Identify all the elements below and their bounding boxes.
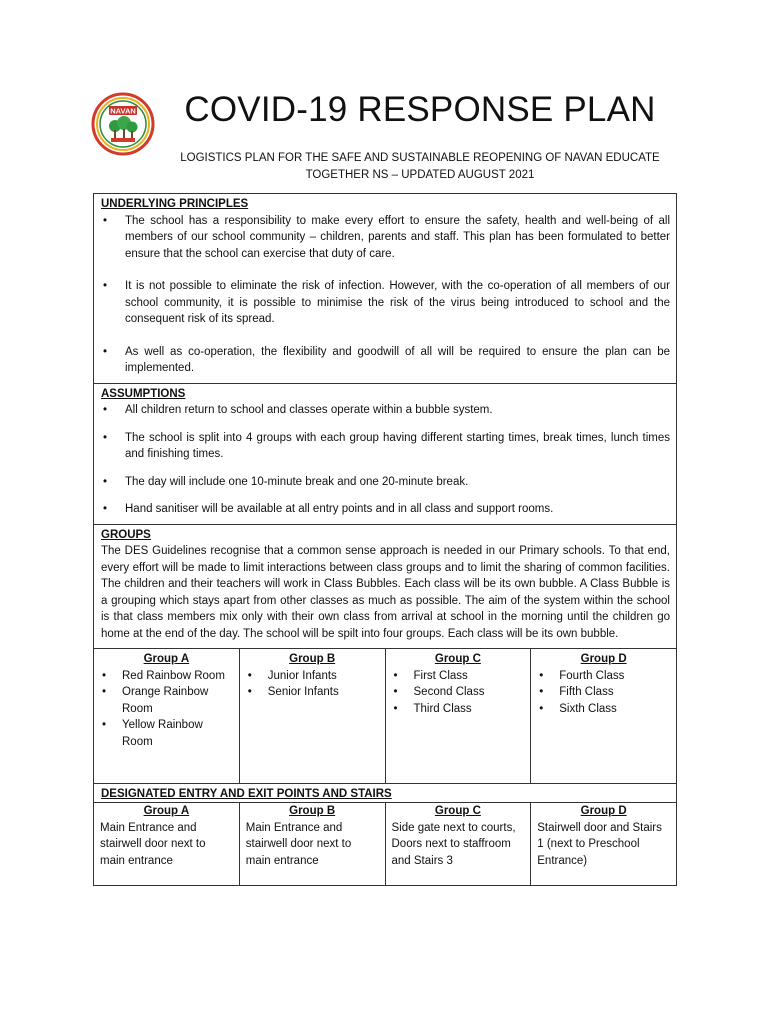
school-logo [91, 92, 155, 156]
entry-column [531, 803, 676, 885]
principle-item: • It is not possible to eliminate the risk of infection. However, with the co-operation of all members of our school community, it is possible to minimise the risk of the virus being introduced to school and the consequent risk of its spread. [101, 278, 670, 328]
group-column [386, 649, 532, 783]
entry-text: Main Entrance and stairwell door next to main entrance [245, 821, 352, 867]
entry-column [386, 803, 532, 885]
entry-group-name: Group C [434, 805, 481, 817]
entry-section [94, 784, 676, 803]
groups-heading: GROUPS [101, 528, 151, 541]
entry-group-name: Group A [143, 805, 190, 817]
subtitle-line-2: TOGETHER NS – UPDATED AUGUST 2021 [305, 169, 535, 181]
entry-group-name: Group B [289, 805, 336, 817]
assumptions-heading: ASSUMPTIONS [101, 387, 186, 400]
principle-item: • The school has a responsibility to make every effort to ensure the safety, health and well-being of all members of our school community – children, parents and staff. This plan has been formulated to better ensure that the school can exercise that duty of care. [101, 213, 670, 263]
assumptions-section [94, 384, 676, 525]
logo-text: NAVAN [110, 106, 136, 116]
groups-grid [94, 649, 676, 784]
entry-column [240, 803, 386, 885]
group-class-item: • Fifth Class [537, 684, 670, 701]
group-class-item: • Sixth Class [537, 701, 670, 718]
entry-text: Main Entrance and stairwell door next to main entrance [100, 821, 206, 867]
group-class-item: • Fourth Class [537, 668, 670, 685]
entry-column [94, 803, 240, 885]
group-name: Group D [580, 653, 627, 665]
subtitle-line-1: LOGISTICS PLAN FOR THE SAFE AND SUSTAINABLE REOPENING OF NAVAN EDUCATE [180, 152, 660, 164]
page-subtitle [160, 150, 680, 184]
plan-table [93, 193, 677, 886]
assumption-item: • The school is split into 4 groups with each group having different starting times, break times, lunch times and finishing times. [101, 430, 670, 463]
group-class-item: • Third Class [392, 701, 525, 718]
group-class-item: • Junior Infants [246, 668, 379, 685]
group-name: Group A [143, 653, 190, 665]
group-class-item: • Second Class [392, 684, 525, 701]
group-name: Group B [289, 653, 336, 665]
principle-item: • As well as co-operation, the flexibility and goodwill of all will be required to ensure the plan can be implemented. [101, 344, 670, 377]
principles-section [94, 194, 676, 384]
principles-heading: UNDERLYING PRINCIPLES [101, 198, 249, 210]
group-class-item: • Red Rainbow Room [100, 668, 233, 685]
group-class-item: • Orange Rainbow Room [100, 684, 233, 717]
group-class-item: • First Class [392, 668, 525, 685]
entry-text: Stairwell door and Stairs 1 (next to Preschool Entrance) [537, 821, 662, 867]
group-class-item: • Senior Infants [246, 684, 379, 701]
assumption-item: • All children return to school and classes operate within a bubble system. [101, 402, 670, 419]
entry-grid [94, 803, 676, 885]
group-column [94, 649, 240, 783]
group-column [240, 649, 386, 783]
group-class-item: • Yellow Rainbow Room [100, 717, 233, 750]
groups-section [94, 525, 676, 650]
group-column [531, 649, 676, 783]
assumption-item: • The day will include one 10-minute break and one 20-minute break. [101, 474, 670, 491]
group-name: Group C [434, 653, 481, 665]
assumption-item: • Hand sanitiser will be available at all entry points and in all class and support rooms. [101, 501, 670, 518]
entry-text: Side gate next to courts, Doors next to staffroom and Stairs 3 [391, 821, 516, 867]
entry-group-name: Group D [580, 805, 627, 817]
entry-heading: DESIGNATED ENTRY AND EXIT POINTS AND STAIRS [101, 788, 392, 800]
page-title: COVID-19 RESPONSE PLAN [184, 90, 656, 129]
groups-paragraph: The DES Guidelines recognise that a common sense approach is needed in our Primary schools. To that end, every effort will be made to limit interactions between class groups and to limit the sharing of common facilities. The children and their teachers will work in Class Bubbles. Each class will be its own bubble. A Class Bubble is a grouping which stays apart from other classes as much as possible. The aim of the system within the school is that class members mix only with their own class from arrival at school in the morning until the children go home at the end of the day. The school will be spilt into four groups. Each class will be its own bubble. [101, 545, 670, 640]
